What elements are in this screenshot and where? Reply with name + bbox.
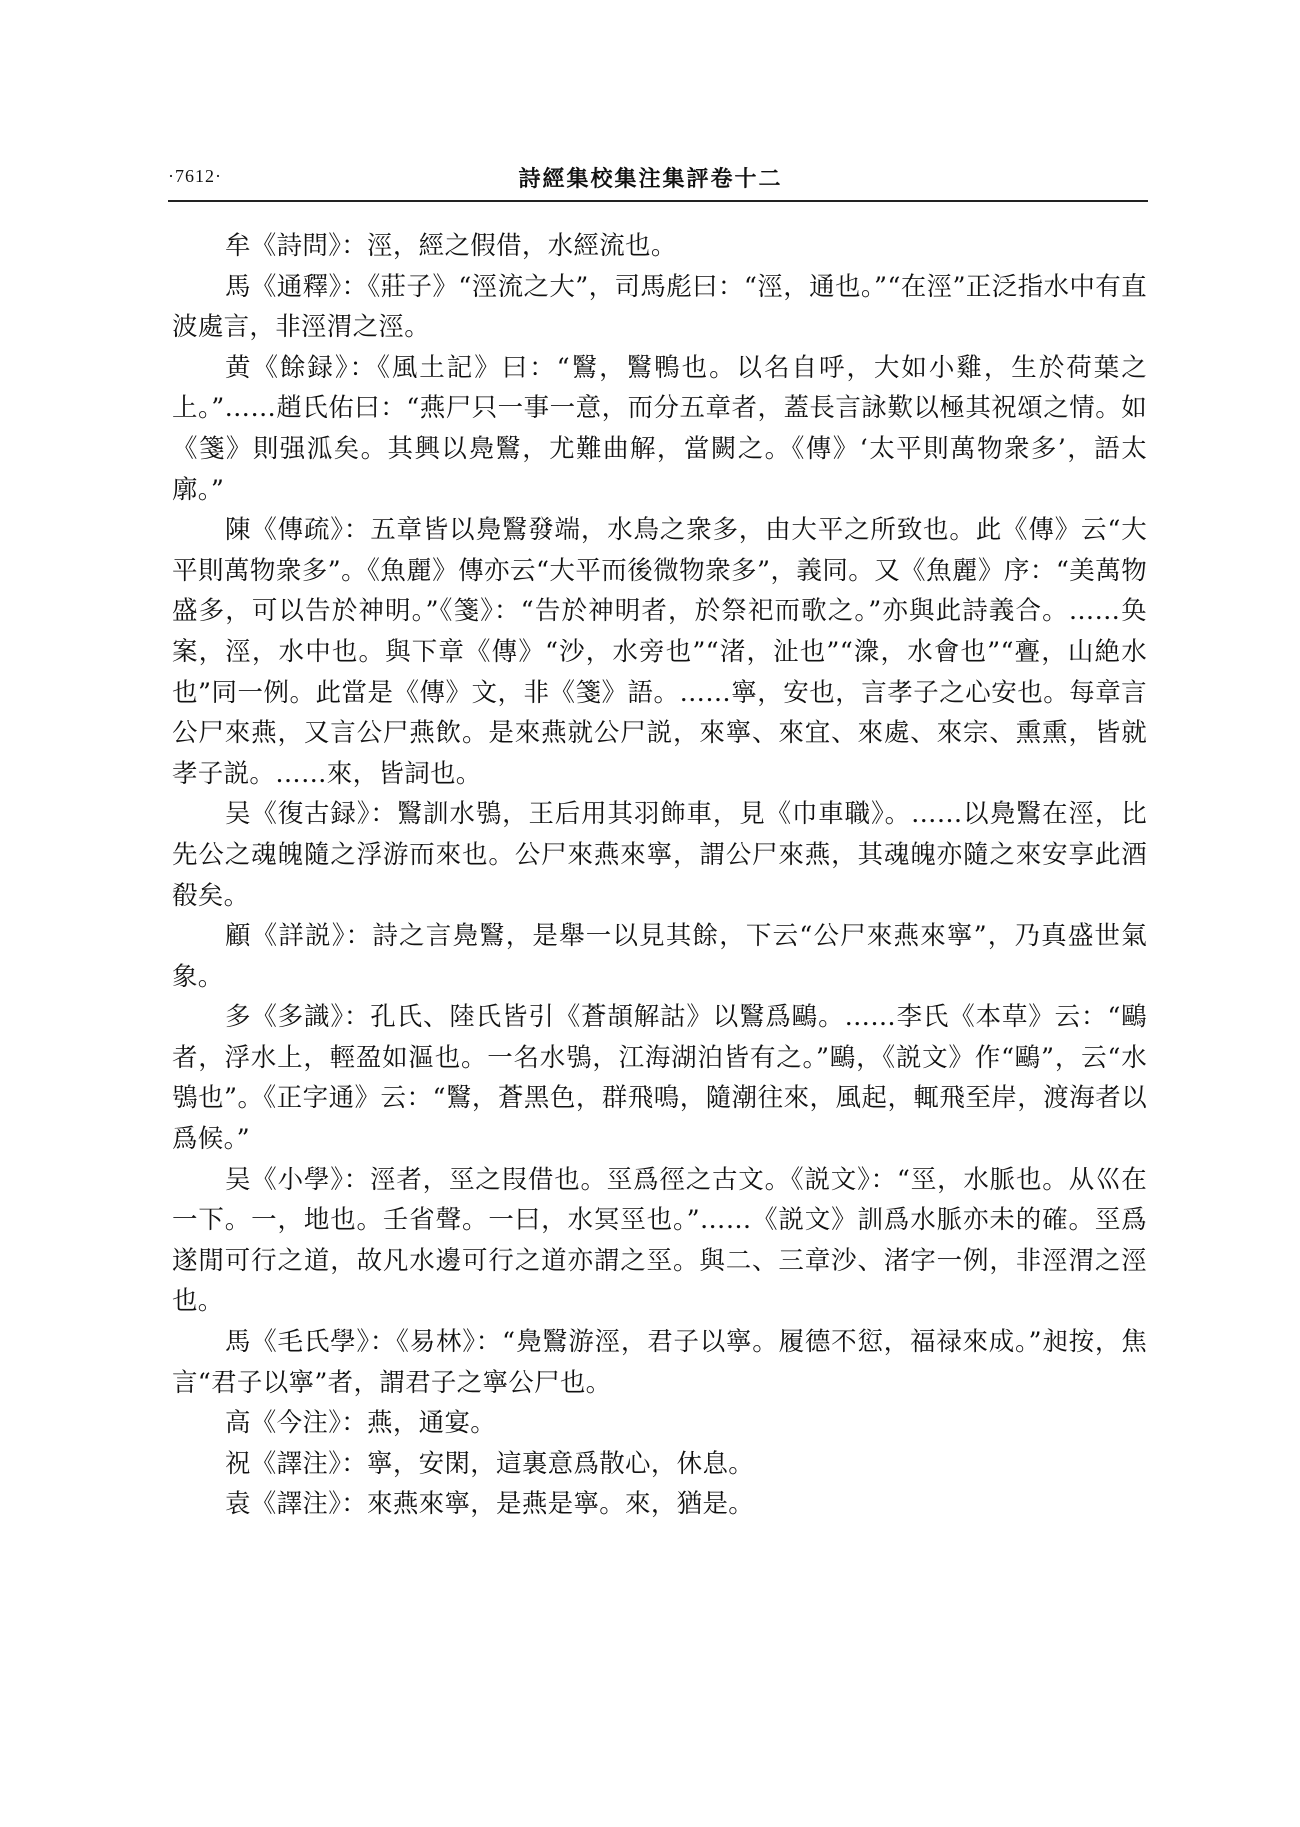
running-title: 詩經集校集注集評卷十二: [518, 166, 783, 192]
paragraph-duo-duoshi: 多《多識》：孔氏、陸氏皆引《蒼頡解詁》以鷖爲鷗。……李氏《本草》云：“鷗者，浮水上，輕盈如漚也。一名水鴞，江海湖泊皆有之。”鷗，《説文》作“鷗”，云“水鴞也”。《正字通》云：“鷖，蒼黑色，群飛鳴，隨潮往來，風起，輒飛至岸，渡海者以爲候。”: [172, 1002, 1147, 1155]
paragraph-gu-xiangshuo: 顧《詳説》：詩之言鳧鷖，是舉一以見其餘，下云“公尸來燕來寧”，乃真盛世氣象。: [172, 921, 1147, 992]
commentary-body: [172, 226, 1147, 1525]
paragraph-gao-jinzhu: 高《今注》：燕，通宴。: [225, 1408, 497, 1439]
paragraph-yuan-yizhu: 袁《譯注》：來燕來寧，是燕是寧。來，猶是。: [225, 1489, 755, 1520]
paragraph-mou-shiwen: 牟《詩問》：涇，經之假借，水經流也。: [225, 231, 677, 261]
header-rule: [168, 200, 1148, 202]
paragraph-ma-tongshi: 馬《通釋》：《莊子》“涇流之大”，司馬彪曰：“涇，通也。”“在涇”正泛指水中有直波處言，非涇渭之涇。: [172, 271, 1147, 343]
paragraph-ma-maoshixue: 馬《毛氏學》：《易林》：“鳧鷖游涇，君子以寧。履德不愆，福禄來成。”昶按，焦言“君子以寧”者，謂君子之寧公尸也。: [172, 1327, 1147, 1398]
paragraph-huang-yulu: 黄《餘録》：《風土記》曰：“鷖，鷖鴨也。以名自呼，大如小雞，生於荷葉之上。”……趙氏佑曰：“燕尸只一事一意，而分五章者，蓋長言詠歎以極其祝頌之情。如《箋》則强泒矣。其興以鳧鷖，尤難曲解，當闕之。《傳》‘太平則萬物衆多’，語太廓。”: [172, 352, 1147, 505]
paragraph-zhu-yizhu: 祝《譯注》：寧，安閑，這裏意爲散心，休息。: [225, 1448, 755, 1479]
paragraph-chen-zhuanshu: 陳《傳疏》：五章皆以鳧鷖發端，水鳥之衆多，由大平之所致也。此《傳》云“大平則萬物衆多”。《魚麗》傳亦云“大平而後微物衆多”，義同。又《魚麗》序：“美萬物盛多，可以告於神明。”《箋》：“告於神明者，於祭祀而歌之。”亦與此詩義合。……奂案，涇，水中也。與下章《傳》“沙，水旁也”“渚，沚也”“潨，水會也”“亹，山絶水也”同一例。此當是《傳》文，非《箋》語。……寧，安也，言孝子之心安也。每章言公尸來燕，又言公尸燕飲。是來燕就公尸説，來寧、來宜、來處、來宗、熏熏，皆就孝子説。……來，皆詞也。: [172, 515, 1147, 789]
page-number: ·7612·: [168, 166, 222, 186]
paragraph-wu-xiaoxue: 吴《小學》：涇者，巠之叚借也。巠爲徑之古文。《説文》：“巠，水脈也。从巛在一下。一，地也。壬省聲。一曰，水冥巠也。”……《説文》訓爲水脈亦未的確。巠爲遂閒可行之道，故凡水邊可行之道亦謂之巠。與二、三章沙、渚字一例，非涇渭之涇也。: [172, 1164, 1147, 1317]
running-head: [168, 160, 1133, 200]
paragraph-wu-fugulu: 吴《復古録》：鷖訓水鴞，王后用其羽飾車，見《巾車職》。……以鳧鷖在涇，比先公之魂魄隨之浮游而來也。公尸來燕來寧，謂公尸來燕，其魂魄亦隨之來安享此酒殽矣。: [172, 799, 1147, 911]
